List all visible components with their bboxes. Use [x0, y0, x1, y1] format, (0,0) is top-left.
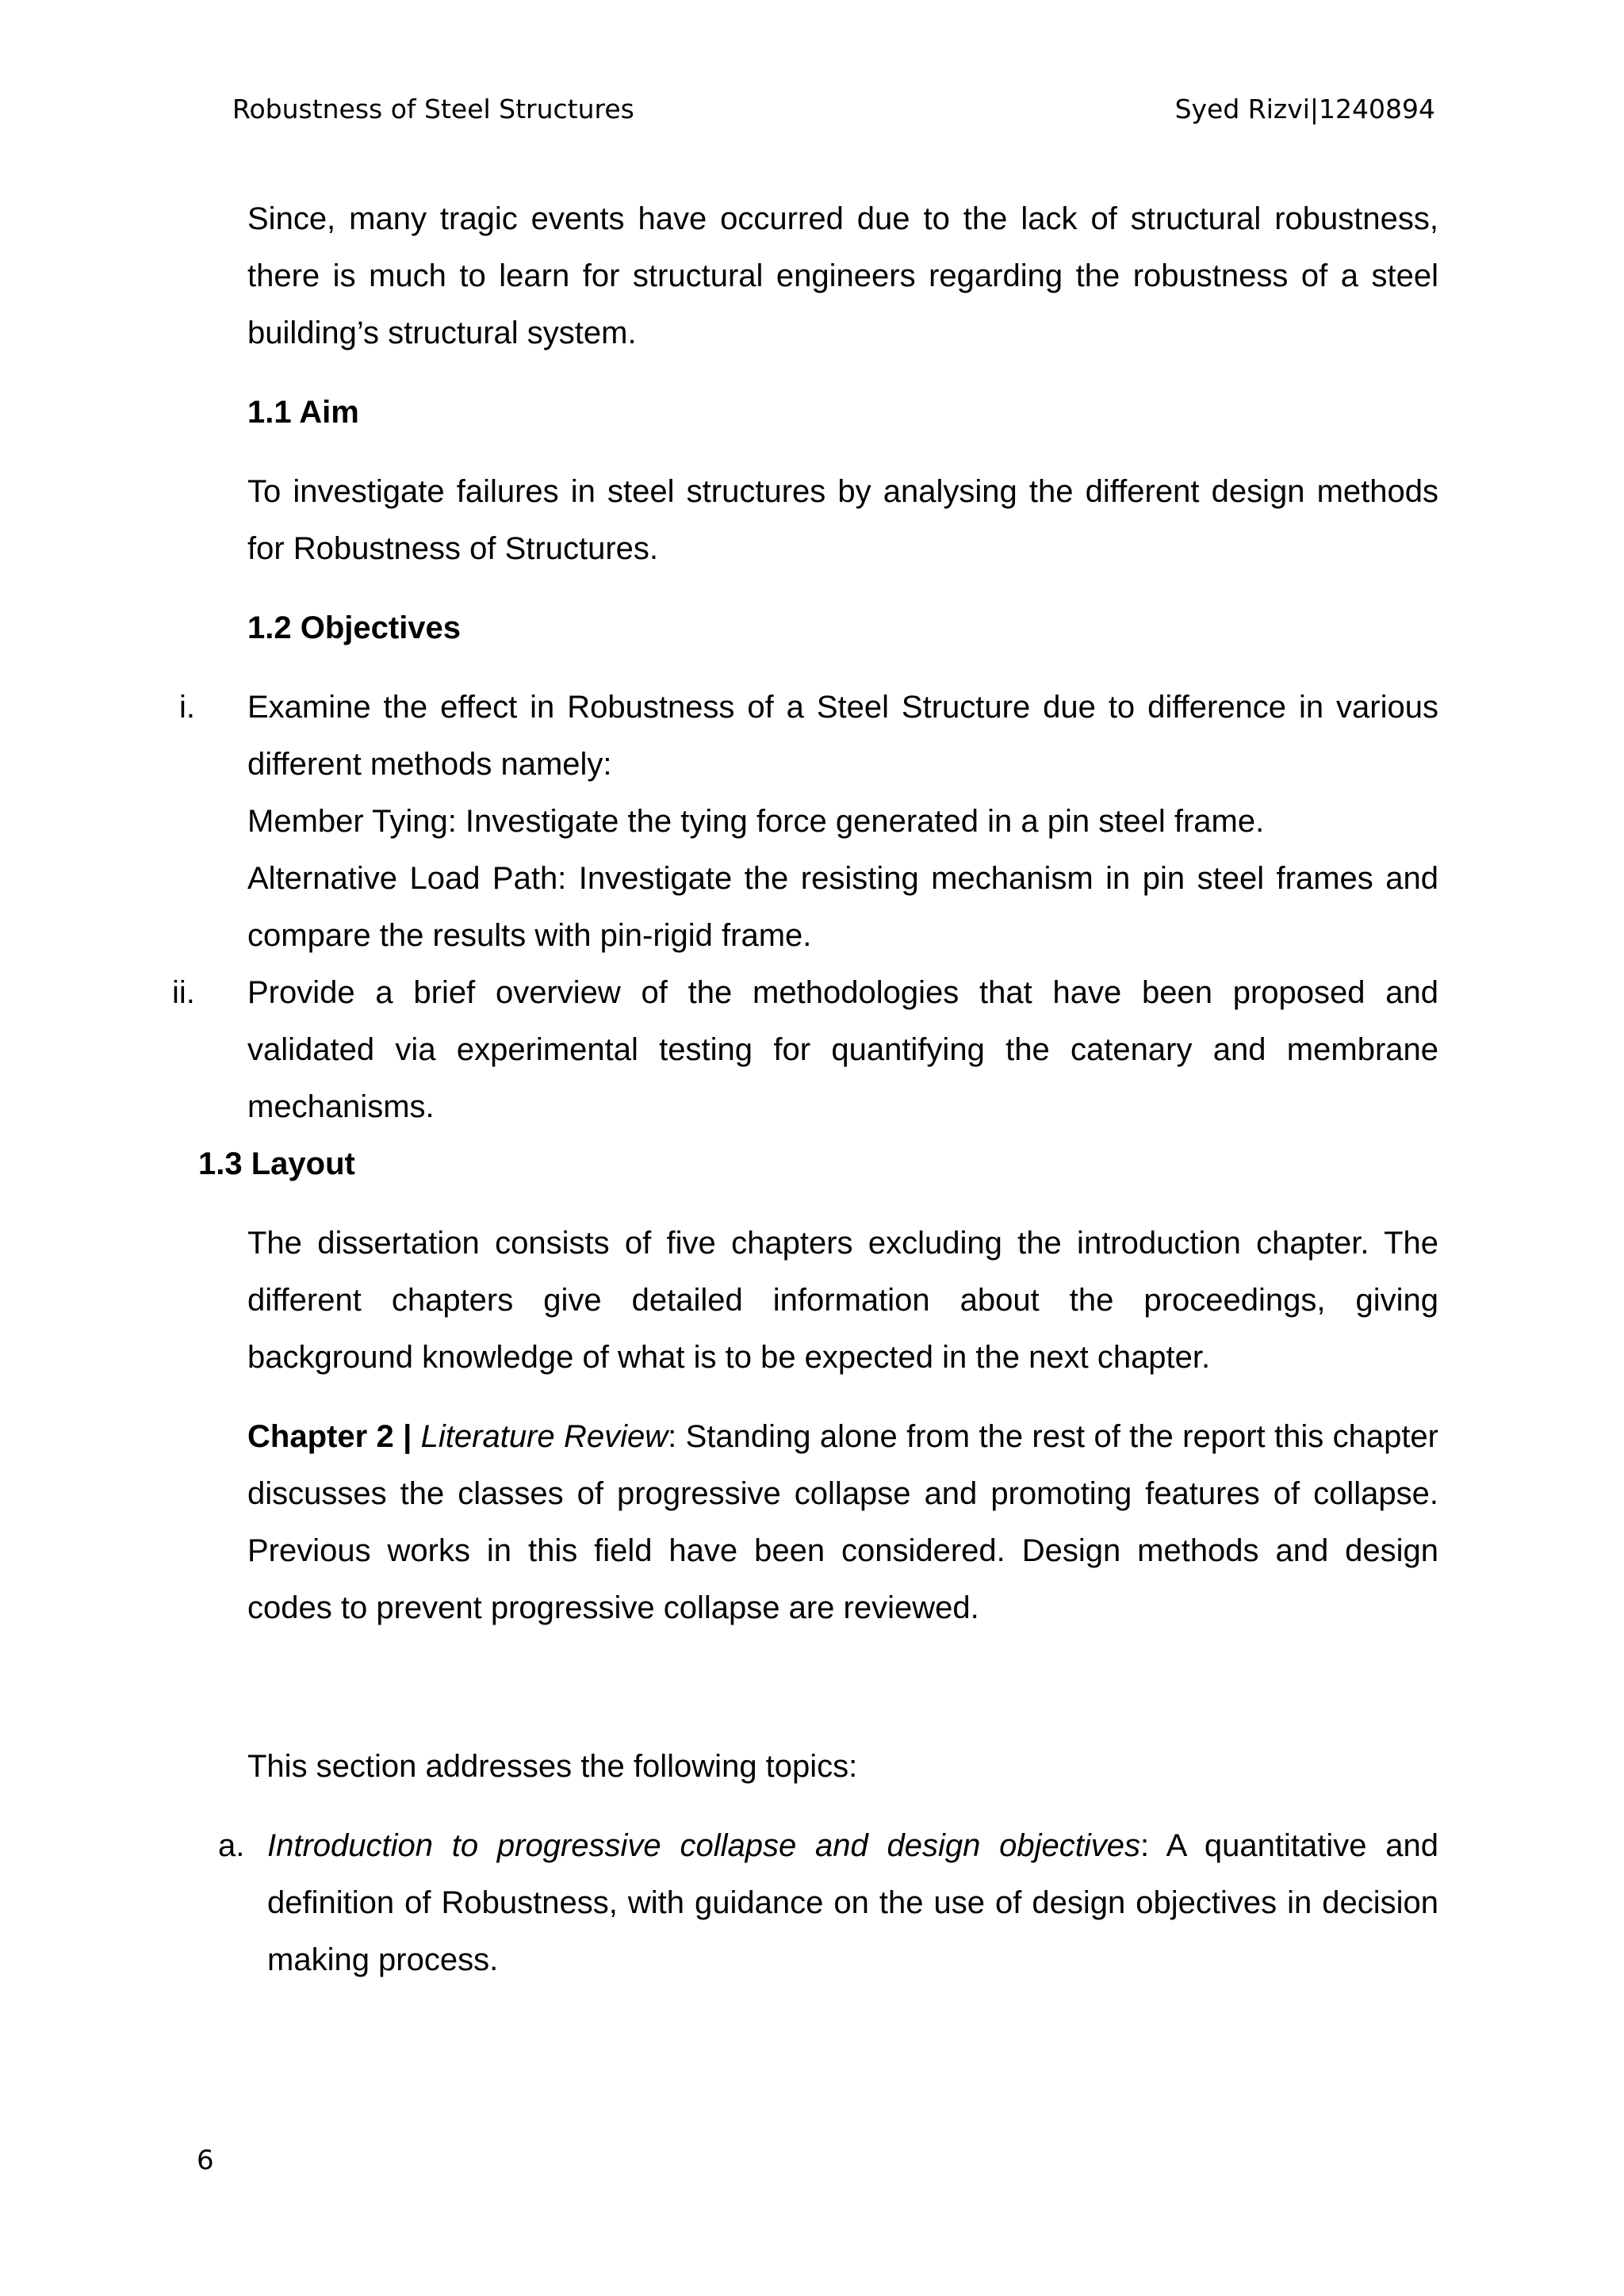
topic-item-a — [218, 1817, 1439, 1988]
topic-a-description: : A quantitative and definition of Robustness, with guidance on the use of design objectives in decision making process. — [267, 1828, 1439, 1977]
header-document-title: Robustness of Steel Structures — [232, 94, 634, 124]
chapter2-paragraph — [247, 1408, 1438, 1636]
objective-sub-alternative-load-path: Alternative Load Path: Investigate the resisting mechanism in pin steel frames and compare the results with pin-rigid frame. — [247, 861, 1438, 953]
topic-a-title: Introduction to progressive collapse and design objectives — [267, 1828, 1140, 1863]
chapter2-title: Literature Review — [420, 1419, 668, 1454]
page-body — [172, 190, 1439, 1988]
objective-item-2 — [172, 964, 1438, 1135]
layout-paragraph: The dissertation consists of five chapters excluding the introduction chapter. The different chapters give detailed information about the proceedings, giving background knowledge of what is to be expected in the next chapter. — [247, 1226, 1438, 1375]
aim-heading: 1.1 Aim — [247, 395, 359, 430]
objective-marker-2: ii. — [172, 975, 195, 1010]
objective-item-1 — [179, 679, 1438, 964]
topics-intro: This section addresses the following topics: — [247, 1749, 858, 1784]
objective-text-2: Provide a brief overview of the methodologies that have been proposed and validated via experimental testing for quantifying the catenary and membrane mechanisms. — [247, 975, 1438, 1124]
chapter2-description: : Standing alone from the rest of the report this chapter discusses the classes of progressive collapse and promoting features of collapse. Previous works in this field have been considered. Design methods and design codes to prevent progressive collapse are reviewed. — [247, 1419, 1438, 1625]
layout-heading: 1.3 Layout — [198, 1146, 355, 1181]
objective-text-1: Examine the effect in Robustness of a Steel Structure due to difference in various different methods namely: — [247, 690, 1438, 782]
aim-paragraph: To investigate failures in steel structures by analysing the different design methods for Robustness of Structures. — [247, 474, 1438, 566]
chapter2-label: Chapter 2 | — [247, 1419, 412, 1454]
objectives-heading: 1.2 Objectives — [247, 610, 462, 645]
page-number: 6 — [197, 2145, 214, 2176]
objective-marker-1: i. — [179, 690, 195, 725]
topic-marker-a: a. — [218, 1828, 245, 1863]
header-author: Syed Rizvi|1240894 — [1174, 94, 1435, 124]
intro-paragraph: Since, many tragic events have occurred due to the lack of structural robustness, there is much to learn for structural engineers regarding the robustness of a steel building’s structural system. — [247, 201, 1438, 350]
objective-sub-member-tying: Member Tying: Investigate the tying force generated in a pin steel frame. — [247, 804, 1265, 839]
page-header — [232, 94, 1435, 124]
